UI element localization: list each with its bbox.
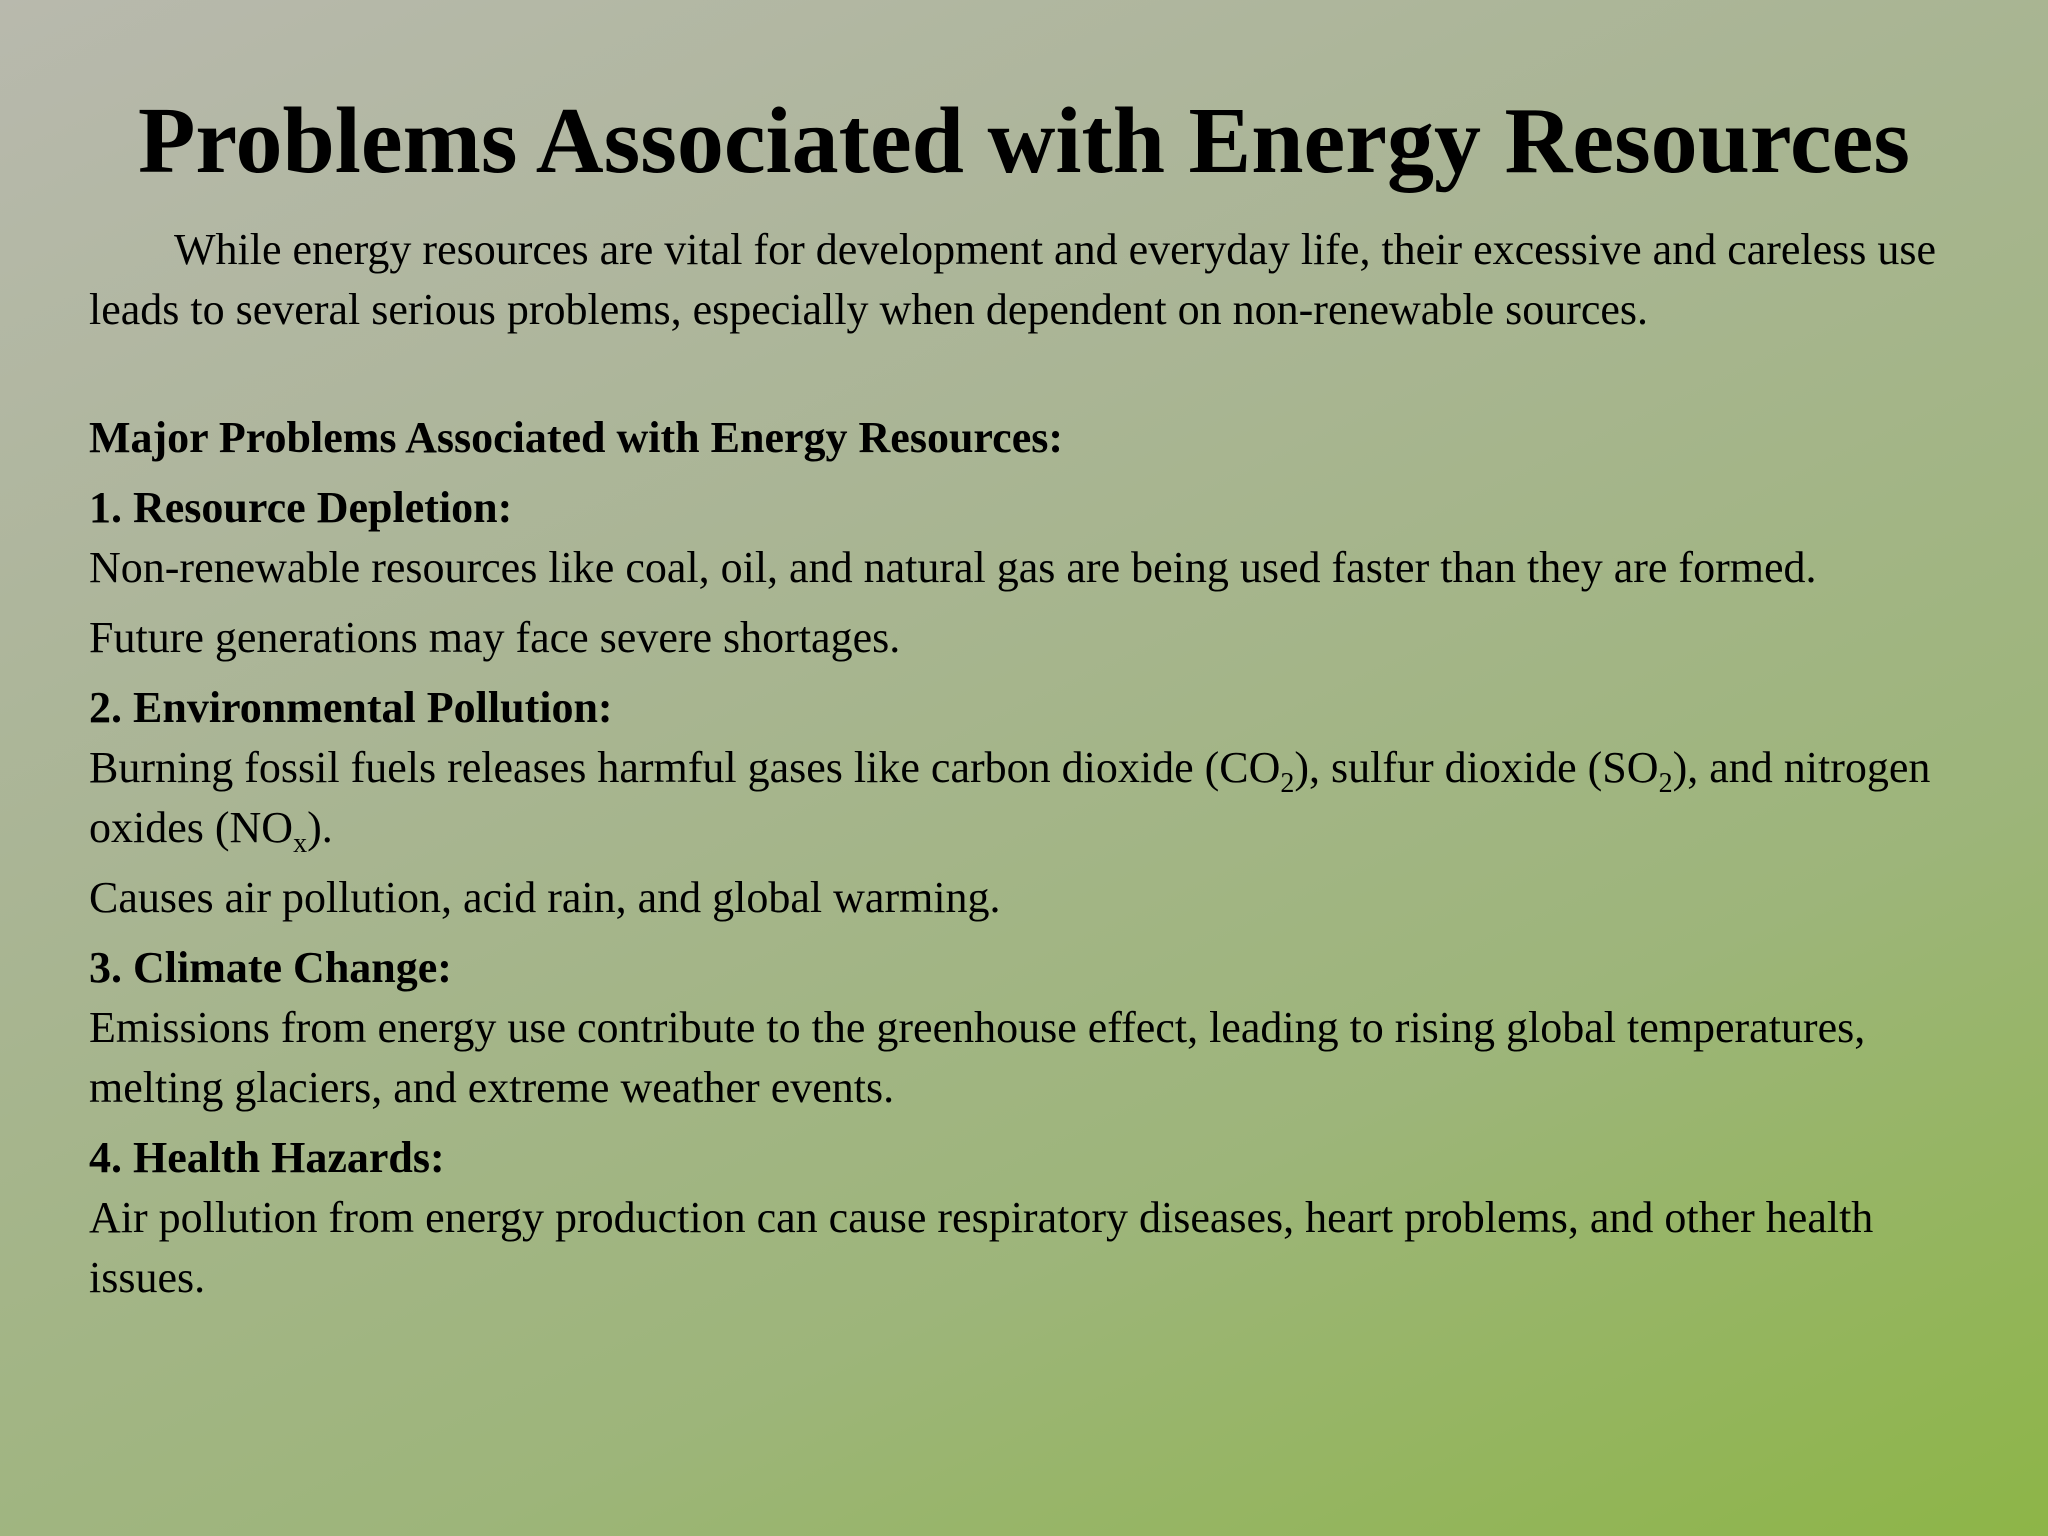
slide-title: Problems Associated with Energy Resources (138, 89, 1910, 193)
section-point: Emissions from energy use contribute to the greenhouse effect, leading to rising global temperatures, melting glaciers, and extreme weather events. (89, 1003, 1866, 1112)
section-heading: 4. Health Hazards: (89, 1133, 445, 1182)
section-point: Causes air pollution, acid rain, and global warming. (89, 873, 1001, 922)
subscript: 2 (1280, 767, 1295, 799)
section-environmental-pollution (89, 678, 1969, 928)
section-resource-depletion (89, 478, 1969, 668)
point-text: ), and nitrogen oxides (NO (89, 743, 1931, 852)
slide-content (89, 220, 1969, 1308)
section-climate-change (89, 938, 1969, 1118)
point-text: ), sulfur dioxide (SO (1294, 743, 1659, 792)
subscript: x (293, 827, 308, 859)
major-problems-heading: Major Problems Associated with Energy Resources: (89, 413, 1063, 462)
section-heading: 1. Resource Depletion: (89, 483, 513, 532)
intro-paragraph: While energy resources are vital for development and everyday life, their excessive and careless use leads to several serious problems, especially when dependent on non-renewable sources. (89, 225, 1937, 334)
section-heading: 3. Climate Change: (89, 943, 452, 992)
point-text: ). (307, 803, 333, 852)
section-point: Non-renewable resources like coal, oil, and natural gas are being used faster than they are formed. (89, 543, 1817, 592)
section-point (89, 738, 1969, 858)
section-point: Air pollution from energy production can cause respiratory diseases, heart problems, and other health issues. (89, 1193, 1874, 1302)
subscript: 2 (1658, 767, 1673, 799)
section-heading: 2. Environmental Pollution: (89, 683, 613, 732)
section-point: Future generations may face severe shortages. (89, 613, 901, 662)
section-health-hazards (89, 1128, 1969, 1308)
point-text: Burning fossil fuels releases harmful gases like carbon dioxide (CO (89, 743, 1281, 792)
